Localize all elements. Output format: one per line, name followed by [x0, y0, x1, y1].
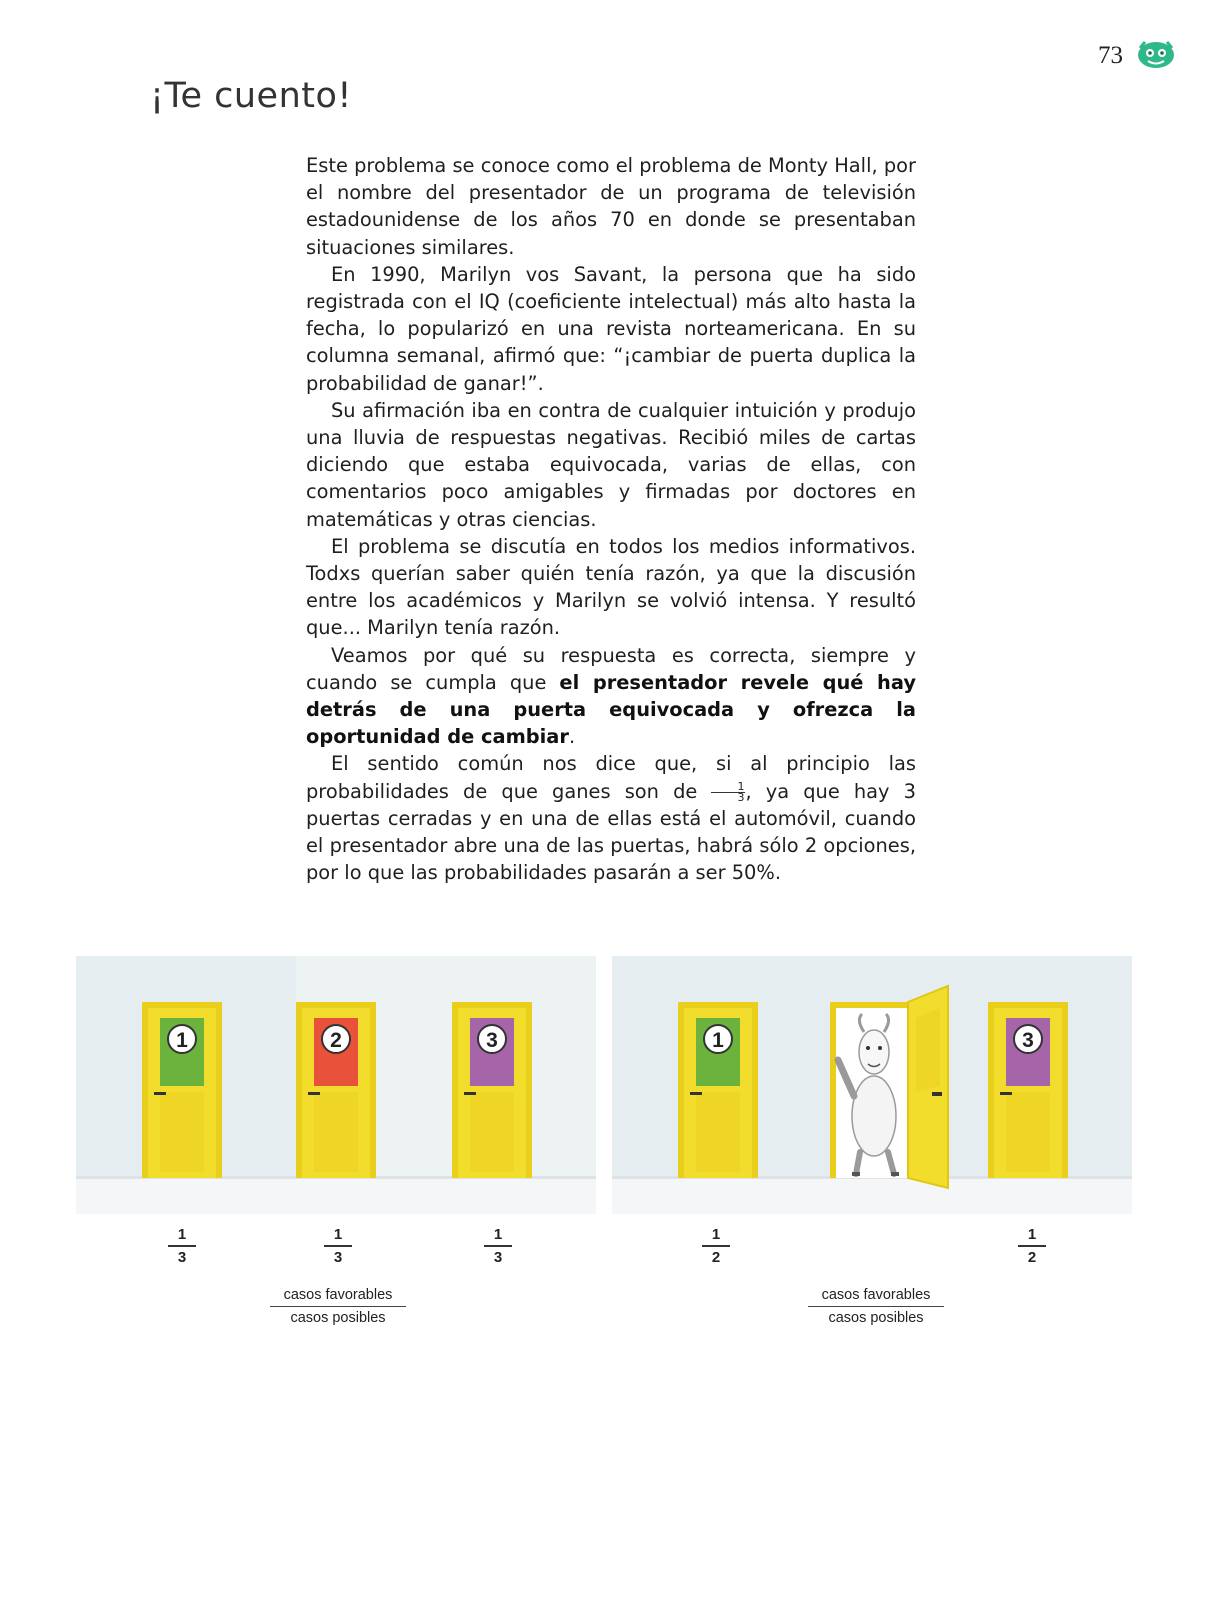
probability-door-1-right — [696, 1226, 736, 1267]
page-number: 73 — [1098, 42, 1123, 69]
door-3 — [988, 1002, 1068, 1178]
probability-denominator: 3 — [333, 1248, 343, 1266]
door-2-number: 2 — [330, 1029, 342, 1052]
probability-numerator: 1 — [493, 1226, 503, 1243]
formula-bar — [270, 1306, 406, 1307]
open-door-2 — [830, 986, 948, 1188]
probability-denominator: 3 — [177, 1248, 187, 1266]
open-door-handle — [932, 1092, 942, 1096]
door-1 — [142, 1002, 222, 1178]
probability-numerator: 1 — [711, 1226, 721, 1243]
probability-denominator: 2 — [1027, 1248, 1037, 1266]
paragraph-reaction: Su afirmación iba en contra de cualquier intuición y produjo una lluvia de respuestas negativas. Recibió miles de cartas diciendo que estaba equivocada, varias de ellas, con comentarios poco amigables y firmadas por doctores en matemáticas y otras ciencias. — [306, 398, 916, 531]
section-title: ¡Te cuento! — [150, 76, 352, 116]
body-text — [306, 152, 916, 886]
probability-numerator: 1 — [177, 1226, 187, 1243]
door-3-handle — [464, 1092, 476, 1095]
condition-text-start: Veamos por qué su respuesta es correcta, siempre y cuando se cumpla que — [306, 643, 916, 694]
fraction-bar — [168, 1245, 196, 1247]
door-1-number: 1 — [176, 1029, 188, 1052]
open-door-goat-illustration — [612, 956, 1132, 1214]
door-3-handle — [1000, 1092, 1012, 1095]
probability-door-1-left — [162, 1226, 202, 1267]
probability-denominator: 2 — [711, 1248, 721, 1266]
probability-door-3-left — [478, 1226, 518, 1267]
paragraph-condition — [306, 642, 916, 751]
common-sense-text-end: , ya que hay 3 puertas cerradas y en una de ellas está el automóvil, cuando el presentador abre una de las puertas, habrá sólo 2 opciones, por lo que las probabilidades pasarán a ser 50%. — [306, 779, 916, 885]
formula-numerator: casos favorables — [821, 1287, 931, 1303]
door-3-number: 3 — [1022, 1029, 1034, 1052]
inline-fraction-denominator: 3 — [737, 790, 745, 804]
formula-denominator: casos posibles — [290, 1310, 386, 1326]
formula-denominator: casos posibles — [828, 1310, 924, 1326]
floor — [76, 1178, 596, 1214]
probability-numerator: 1 — [333, 1226, 343, 1243]
textbook-logo-icon — [1136, 38, 1176, 72]
probability-formula-right — [808, 1286, 944, 1327]
door-1-handle — [690, 1092, 702, 1095]
door-2-handle — [308, 1092, 320, 1095]
probability-numerator: 1 — [1027, 1226, 1037, 1243]
fraction-bar — [484, 1245, 512, 1247]
formula-bar — [808, 1306, 944, 1307]
three-closed-doors-illustration — [76, 956, 596, 1214]
probability-formula-left — [270, 1286, 406, 1327]
formula-numerator: casos favorables — [283, 1287, 393, 1303]
right-scene-svg — [612, 956, 1132, 1214]
common-sense-text-start: El sentido común nos dice que, si al principio las probabilidades de que ganes son de — [306, 752, 916, 803]
probability-denominator: 3 — [493, 1248, 503, 1266]
probability-door-2-left — [318, 1226, 358, 1267]
paragraph-marilyn: En 1990, Marilyn vos Savant, la persona que ha sido registrada con el IQ (coeficiente intelectual) más alto hasta la fecha, lo popularizó en una revista norteamericana. En su columna semanal, afirmó que: “¡cambiar de puerta duplica la probabilidad de ganar!”. — [306, 262, 916, 395]
left-scene-svg — [76, 956, 596, 1214]
inline-fraction — [711, 779, 745, 804]
inline-fraction-numerator: 1 — [711, 782, 745, 793]
door-1-number: 1 — [712, 1029, 724, 1052]
door-3 — [452, 1002, 532, 1178]
probability-door-3-right — [1012, 1226, 1052, 1267]
door-1-handle — [154, 1092, 166, 1095]
paragraph-intro: Este problema se conoce como el problema de Monty Hall, por el nombre del presentador de un programa de televisión estadounidense de los años 70 en donde se presentaban situaciones similares. — [306, 154, 916, 259]
fraction-bar — [324, 1245, 352, 1247]
door-2 — [296, 1002, 376, 1178]
condition-bold-text: el presentador revele qué hay detrás de una puerta equivocada y ofrezca la oportunidad de cambiar — [306, 670, 916, 749]
floor — [612, 1178, 1132, 1214]
door-3-number: 3 — [486, 1029, 498, 1052]
fraction-bar — [1018, 1245, 1046, 1247]
condition-text-end: . — [568, 725, 576, 749]
fraction-bar — [702, 1245, 730, 1247]
paragraph-common-sense — [306, 750, 916, 886]
paragraph-discussion: El problema se discutía en todos los medios informativos. Todxs querían saber quién tenía razón, ya que la discusión entre los académicos y Marilyn se volvió intensa. Y resultó que... Marilyn tenía razón. — [306, 534, 916, 640]
door-1 — [678, 1002, 758, 1178]
